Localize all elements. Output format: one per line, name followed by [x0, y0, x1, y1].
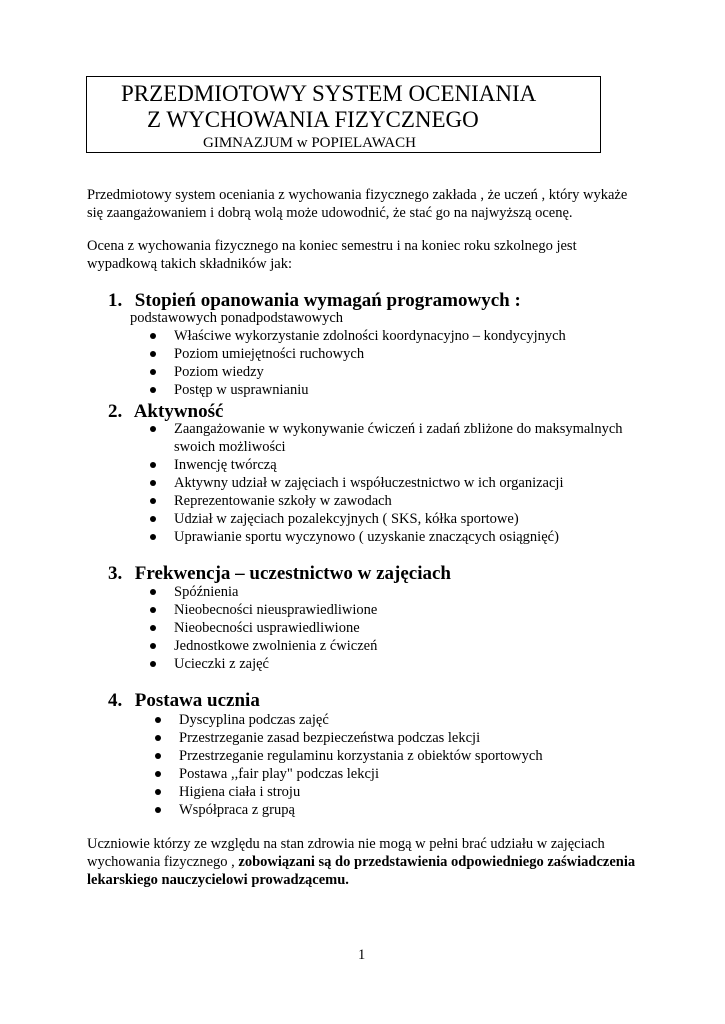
list-item [155, 729, 625, 747]
section-number: 2. [108, 401, 123, 422]
bullet-icon [150, 426, 156, 432]
list-item [150, 363, 620, 381]
list-item-text: Nieobecności usprawiedliwione [174, 620, 360, 636]
list-item-text: Poziom wiedzy [174, 364, 264, 380]
bullet-icon [150, 498, 156, 504]
bullet-icon [150, 534, 156, 540]
bullet-icon [150, 607, 156, 613]
title-school: GIMNAZJUM w POPIELAWACH [203, 135, 416, 151]
bullet-icon [150, 643, 156, 649]
section-title: Aktywność [133, 401, 224, 422]
list-item [150, 456, 640, 474]
list-item [150, 655, 620, 673]
bullet-icon [150, 369, 156, 375]
list-item [155, 783, 625, 801]
list-item-text: Przestrzeganie regulaminu korzystania z obiektów sportowych [179, 748, 543, 764]
bullet-icon [150, 480, 156, 486]
section-title: Postawa ucznia [134, 690, 260, 711]
section-subtitle: podstawowych ponadpodstawowych [130, 310, 344, 326]
list-item [150, 528, 640, 546]
title-box [86, 76, 601, 153]
title-line-1: PRZEDMIOTOWY SYSTEM OCENIANIA [121, 81, 537, 106]
list-item-text: Aktywny udział w zajęciach i współuczestnictwo w ich organizacji [174, 475, 564, 491]
section-heading-4 [108, 690, 260, 712]
section-number: 4. [108, 690, 123, 711]
closing-bold-text: zobowiązani są do przedstawienia odpowiedniego zaświadczenia lekarskiego nauczycielowi prowadzącemu. [87, 854, 636, 888]
bullet-icon [150, 589, 156, 595]
bullet-icon [155, 753, 161, 759]
bullet-icon [150, 661, 156, 667]
list-item-text: Postawa ,,fair play" podczas lekcji [179, 766, 379, 782]
list-item [150, 619, 620, 637]
list-item-text: Właściwe wykorzystanie zdolności koordynacyjno – kondycyjnych [174, 328, 566, 344]
list-item-text: Przestrzeganie zasad bezpieczeństwa podczas lekcji [179, 730, 481, 746]
list-item [150, 510, 640, 528]
section-heading-3 [108, 563, 451, 585]
list-item-text: Inwencję twórczą [174, 457, 277, 473]
list-item-text: Nieobecności nieusprawiedliwione [174, 602, 378, 618]
section-3-list [150, 583, 620, 673]
list-item [150, 583, 620, 601]
list-item-text: Poziom umiejętności ruchowych [174, 346, 365, 362]
list-item [150, 474, 640, 492]
list-item-text: Ucieczki z zajęć [174, 656, 269, 672]
list-item [150, 420, 640, 456]
bullet-icon [155, 807, 161, 813]
list-item [155, 801, 625, 819]
list-item-text: Spóźnienia [174, 584, 239, 600]
bullet-icon [150, 516, 156, 522]
list-item-text: Udział w zajęciach pozalekcyjnych ( SKS, kółka sportowe) [174, 511, 519, 527]
section-1-list [150, 327, 620, 399]
list-item-text: Zaangażowanie w wykonywanie ćwiczeń i zadań zbliżone do maksymalnych swoich możliwości [174, 421, 623, 455]
bullet-icon [155, 789, 161, 795]
list-item-text: Higiena ciała i stroju [179, 784, 301, 800]
page-number: 1 [358, 947, 366, 963]
closing-text: Uczniowie którzy ze względu na stan zdrowia nie mogą w pełni brać udziału w zajęciach wychowania fizycznego , [87, 836, 605, 870]
bullet-icon [150, 462, 156, 468]
list-item [155, 747, 625, 765]
section-4-list [155, 711, 625, 819]
list-item [150, 345, 620, 363]
section-title: Stopień opanowania wymagań programowych : [134, 290, 521, 311]
bullet-icon [150, 351, 156, 357]
bullet-icon [155, 771, 161, 777]
intro-paragraph: Przedmiotowy system oceniania z wychowania fizycznego zakłada , że uczeń , który wykaże się zaangażowaniem i dobrą wolą może udowodnić, że stać go na najwyższą ocenę. [87, 187, 628, 221]
list-item [150, 381, 620, 399]
list-item [150, 327, 620, 345]
list-item [150, 637, 620, 655]
closing-paragraph [87, 835, 647, 889]
bullet-icon [155, 717, 161, 723]
section-2-list [150, 420, 640, 546]
bullet-icon [155, 735, 161, 741]
bullet-icon [150, 625, 156, 631]
list-item [150, 601, 620, 619]
title-line-2: Z WYCHOWANIA FIZYCZNEGO [147, 107, 479, 132]
section-number: 1. [108, 290, 123, 311]
list-item-text: Dyscyplina podczas zajęć [179, 712, 329, 728]
list-item-text: Współpraca z grupą [179, 802, 295, 818]
bullet-icon [150, 387, 156, 393]
list-item [150, 492, 640, 510]
section-number: 3. [108, 563, 123, 584]
list-item-text: Jednostkowe zwolnienia z ćwiczeń [174, 638, 378, 654]
list-item-text: Uprawianie sportu wyczynowo ( uzyskanie znaczących osiągnięć) [174, 529, 559, 545]
list-item-text: Postęp w usprawnianiu [174, 382, 309, 398]
list-item-text: Reprezentowanie szkoły w zawodach [174, 493, 392, 509]
intro-paragraph-2: Ocena z wychowania fizycznego na koniec semestru i na koniec roku szkolnego jest wypadkową takich składników jak: [87, 238, 577, 272]
list-item [155, 711, 625, 729]
bullet-icon [150, 333, 156, 339]
section-title: Frekwencja – uczestnictwo w zajęciach [134, 563, 451, 584]
list-item [155, 765, 625, 783]
